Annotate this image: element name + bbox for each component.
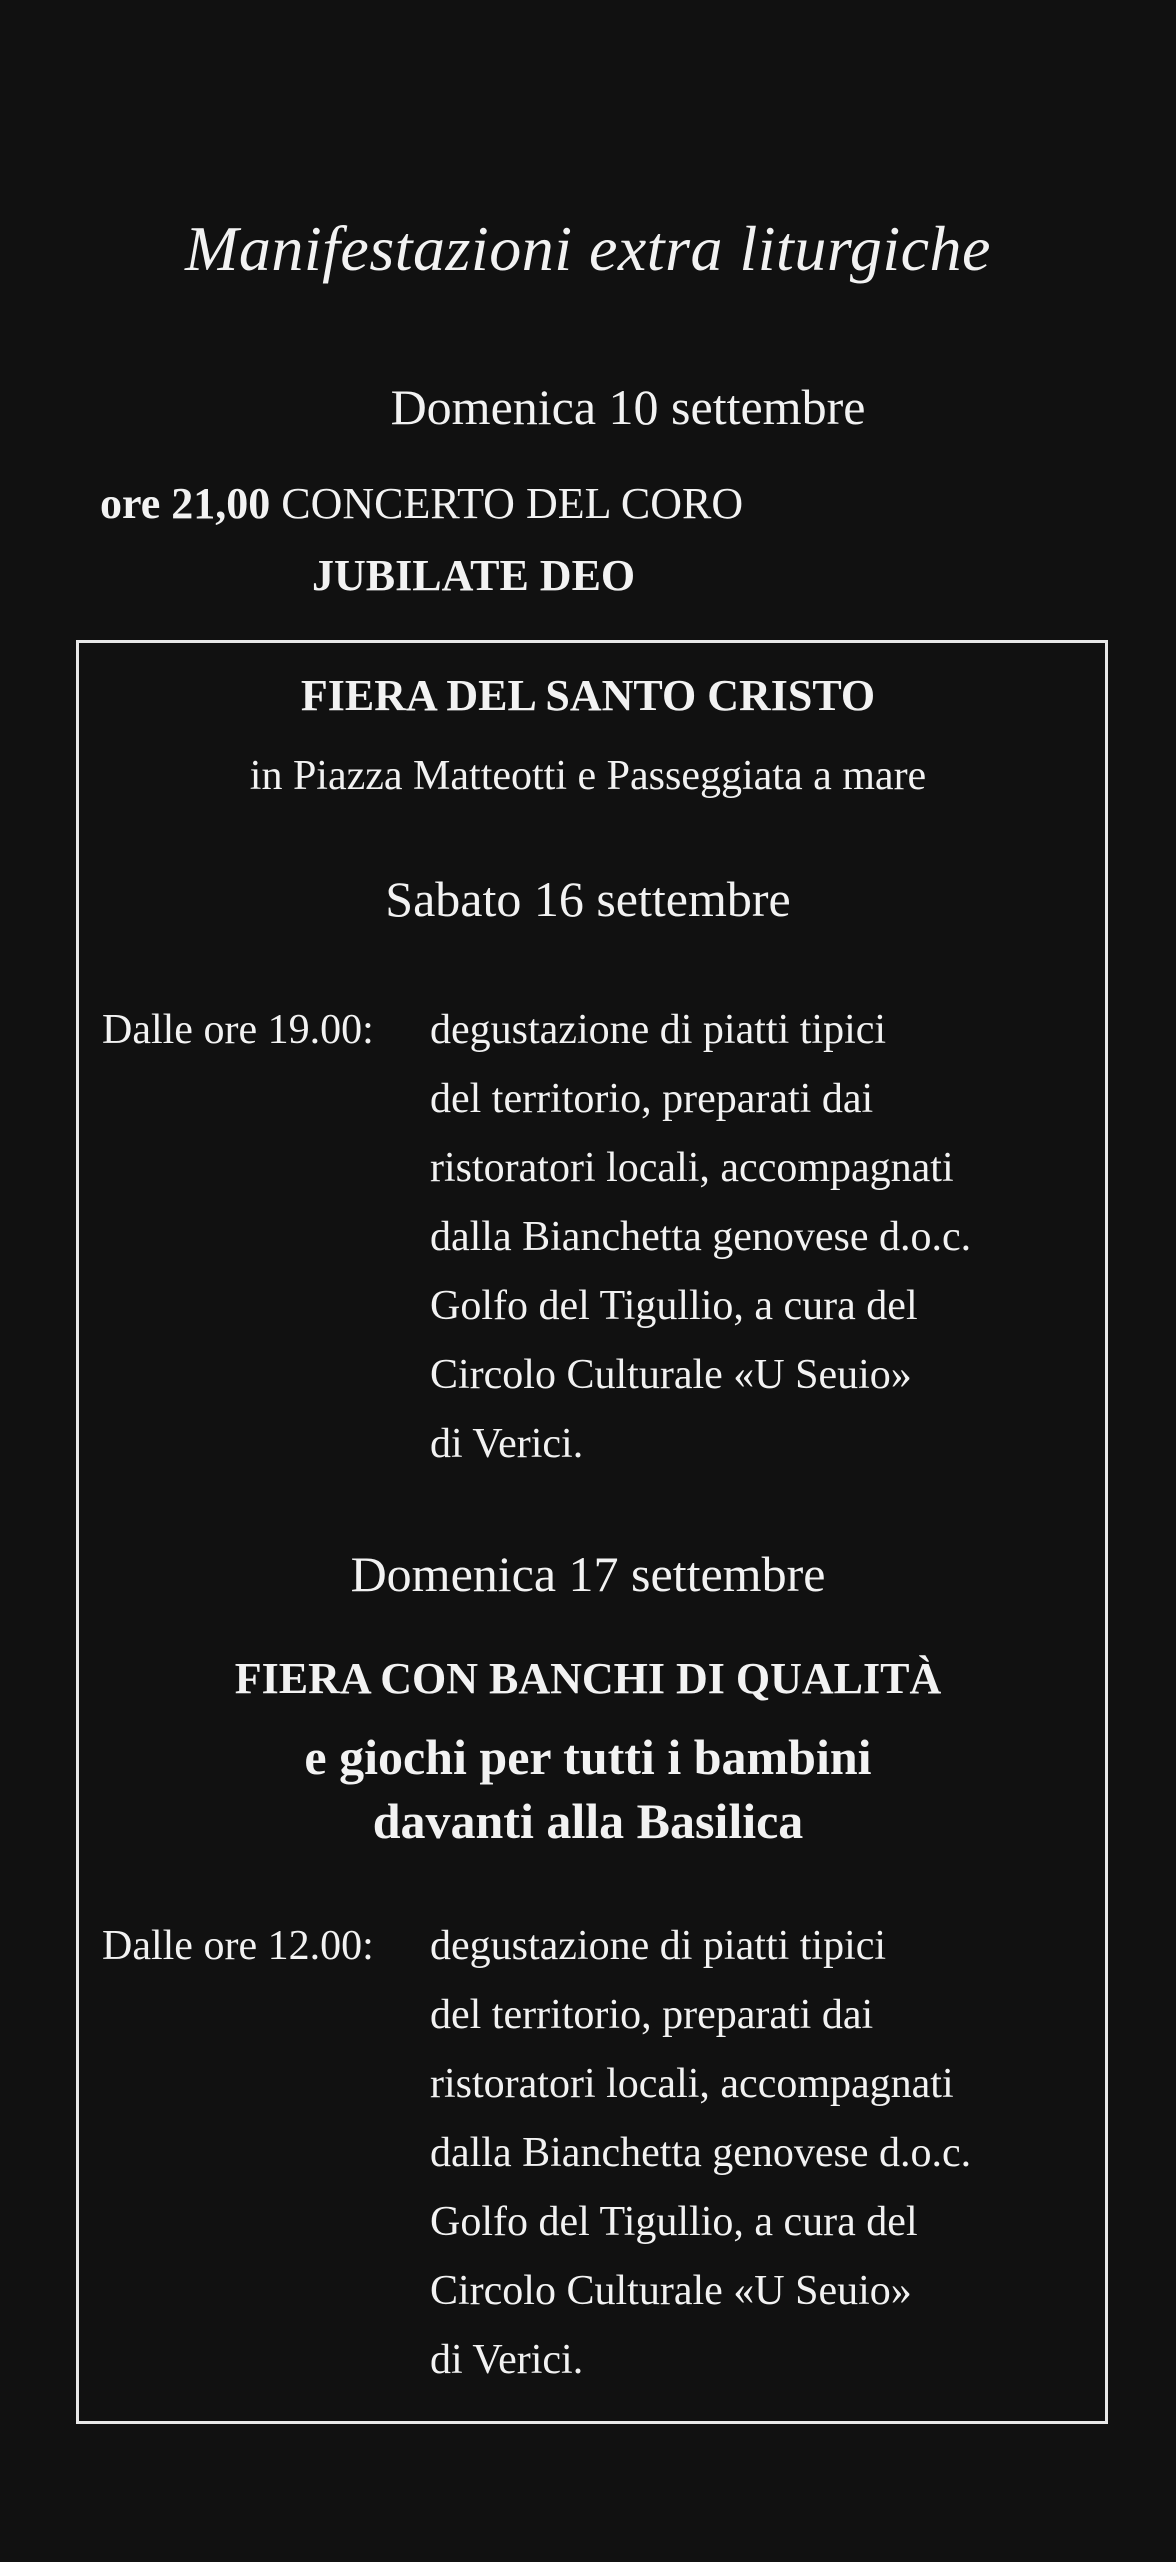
sunday-date: Domenica 17 settembre bbox=[350, 1546, 826, 1602]
saturday-time-label: Dalle ore 19.00: bbox=[102, 1007, 374, 1053]
sunday-headline-1: FIERA CON BANCHI DI QUALITÀ bbox=[234, 1654, 942, 1703]
event1-line bbox=[100, 478, 743, 529]
sunday-desc-line: del territorio, preparati dai bbox=[430, 1992, 874, 2038]
section-heading: Manifestazioni extra liturgiche bbox=[185, 213, 991, 284]
sunday-desc-line: Circolo Culturale «U Seuio» bbox=[430, 2268, 912, 2314]
event1-date: Domenica 10 settembre bbox=[390, 379, 866, 435]
saturday-desc-line: dalla Bianchetta genovese d.o.c. bbox=[430, 1214, 972, 1260]
saturday-desc-line: Golfo del Tigullio, a cura del bbox=[430, 1283, 918, 1329]
sunday-headline-3: davanti alla Basilica bbox=[372, 1793, 804, 1849]
event1-title: CONCERTO DEL CORO bbox=[281, 479, 744, 528]
fair-place: in Piazza Matteotti e Passeggiata a mare bbox=[249, 753, 927, 799]
saturday-desc-line: Circolo Culturale «U Seuio» bbox=[430, 1352, 912, 1398]
sunday-desc-line: ristoratori locali, accompagnati bbox=[430, 2061, 954, 2107]
saturday-desc-line: del territorio, preparati dai bbox=[430, 1076, 874, 1122]
saturday-date: Sabato 16 settembre bbox=[385, 871, 791, 927]
fair-title: FIERA DEL SANTO CRISTO bbox=[300, 671, 876, 720]
saturday-desc-line: di Verici. bbox=[430, 1421, 584, 1467]
saturday-desc-line: degustazione di piatti tipici bbox=[430, 1007, 887, 1053]
event1-choir-name: JUBILATE DEO bbox=[312, 551, 636, 600]
sunday-time-label: Dalle ore 12.00: bbox=[102, 1923, 374, 1969]
saturday-desc-line: ristoratori locali, accompagnati bbox=[430, 1145, 954, 1191]
sunday-headline-2: e giochi per tutti i bambini bbox=[304, 1729, 872, 1785]
sunday-desc-line: degustazione di piatti tipici bbox=[430, 1923, 887, 1969]
sunday-desc-line: Golfo del Tigullio, a cura del bbox=[430, 2199, 918, 2245]
sunday-desc-line: di Verici. bbox=[430, 2337, 584, 2383]
event1-time: ore 21,00 bbox=[100, 479, 271, 528]
sunday-desc-line: dalla Bianchetta genovese d.o.c. bbox=[430, 2130, 972, 2176]
